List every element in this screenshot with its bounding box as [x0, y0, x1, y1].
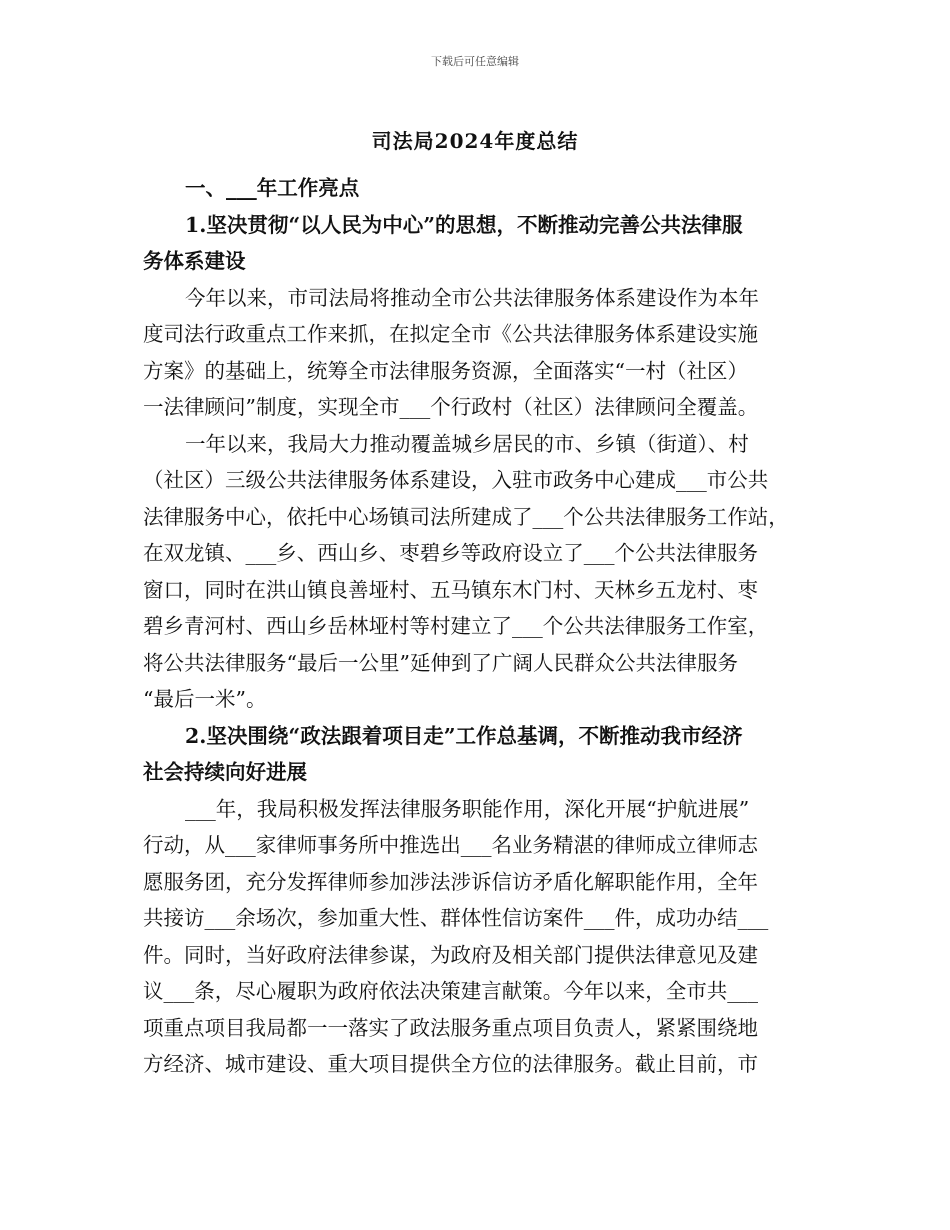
- paragraph-line: 碧乡青河村、西山乡岳林垭村等村建立了___个公共法律服务工作室，: [143, 614, 769, 638]
- paragraph-line: “最后一米”。: [143, 687, 267, 711]
- paragraph-line: 行动，从___家律师事务所中推选出___名业务精湛的律师成立律师志: [143, 833, 758, 857]
- paragraph-line: 共接访___余场次，参加重大性、群体性信访案件___件，成功办结___: [143, 906, 769, 930]
- document-title: 司法局2024年度总结: [371, 129, 579, 153]
- paragraph-line: 项重点项目我局都一一落实了政法服务重点项目负责人，紧紧围绕地: [143, 1015, 758, 1040]
- heading-line: 社会持续向好进展: [143, 760, 307, 784]
- paragraph-line: 在双龙镇、___乡、西山乡、枣碧乡等政府设立了___个公共法律服务: [143, 541, 758, 565]
- paragraph-line: 度司法行政重点工作来抓，在拟定全市《公共法律服务体系建设实施: [143, 322, 758, 346]
- heading-line: 一、___年工作亮点: [185, 176, 360, 200]
- document-body: [143, 170, 813, 1083]
- paragraph-line: （社区）三级公共法律服务体系建设，入驻市政务中心建成___市公共: [143, 468, 769, 492]
- header-note: 下载后可任意编辑: [431, 55, 519, 68]
- heading-line: 务体系建设: [143, 249, 246, 273]
- heading-line: 2.坚决围绕“政法跟着项目走”工作总基调，不断推动我市经济: [185, 723, 743, 748]
- paragraph-line: 法律服务中心，依托中心场镇司法所建成了___个公共法律服务工作站，: [143, 504, 789, 529]
- paragraph-line: 窗口，同时在洪山镇良善垭村、五马镇东木门村、天林乡五龙村、枣: [143, 577, 758, 602]
- paragraph-line: 一法律顾问”制度，实现全市___个行政村（社区）法律顾问全覆盖。: [143, 395, 759, 419]
- paragraph-line: 件。同时，当好政府法律参谋，为政府及相关部门提供法律意见及建: [143, 942, 758, 967]
- paragraph-line: 今年以来，市司法局将推动全市公共法律服务体系建设作为本年: [185, 285, 759, 310]
- paragraph-line: 方经济、城市建设、重大项目提供全方位的法律服务。截止目前，市: [143, 1052, 758, 1076]
- heading-line: 1.坚决贯彻“以人民为中心”的思想，不断推动完善公共法律服: [185, 212, 743, 237]
- paragraph-line: ___年，我局积极发挥法律服务职能作用，深化开展“护航进展”: [185, 796, 750, 821]
- paragraph-line: 一年以来，我局大力推动覆盖城乡居民的市、乡镇（街道）、村: [185, 431, 749, 456]
- paragraph-line: 将公共法律服务“最后一公里”延伸到了广阔人民群众公共法律服务: [143, 650, 738, 675]
- paragraph-line: 议___条，尽心履职为政府依法决策建言献策。今年以来，全市共___: [143, 979, 758, 1003]
- paragraph-line: 愿服务团，充分发挥律师参加涉法涉诉信访矛盾化解职能作用，全年: [143, 869, 758, 894]
- paragraph-line: 方案》的基础上，统筹全市法律服务资源，全面落实“一村（社区）: [143, 358, 748, 383]
